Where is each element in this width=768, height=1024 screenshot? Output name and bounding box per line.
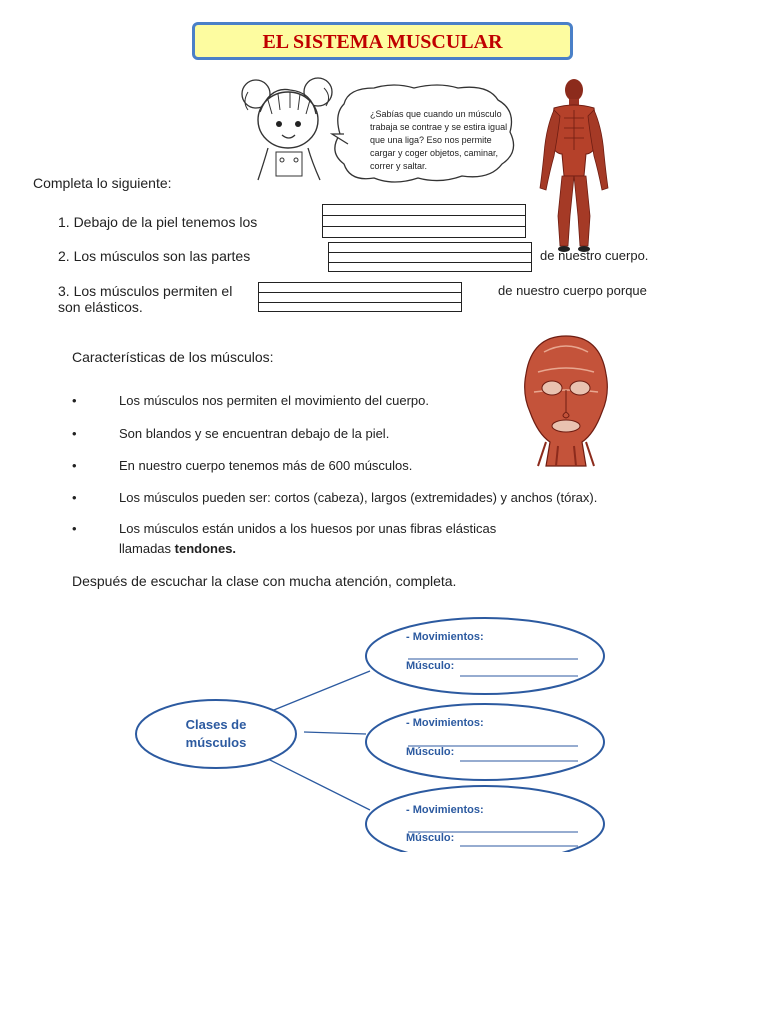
girl-illustration: [238, 72, 338, 184]
bullet-3: •: [72, 458, 77, 473]
characteristic-4: Los músculos pueden ser: cortos (cabeza), largos (extremidades) y anchos (tórax).: [119, 490, 598, 505]
center-label-line-2: músculos: [185, 735, 247, 750]
class-oval-1: [366, 618, 604, 694]
tendons-term: tendones.: [174, 541, 237, 556]
connector-line-middle: [304, 732, 366, 734]
muscle-body-illustration: [536, 76, 612, 254]
oval-1-movements-label: - Movimientos:: [406, 631, 484, 643]
answer-field-2[interactable]: [328, 242, 532, 272]
oval-1-muscle-label: Músculo:: [406, 660, 455, 672]
oval-3-movements-label: - Movimientos:: [406, 804, 484, 816]
page-title: EL SISTEMA MUSCULAR: [262, 31, 503, 53]
question-2-end: de nuestro cuerpo.: [540, 248, 649, 263]
oval-2-muscle-label: Músculo:: [406, 746, 455, 758]
question-2: 2. Los músculos son las partes: [58, 248, 251, 264]
instruction-text: Después de escuchar la clase con mucha atención, completa.: [72, 573, 457, 589]
bullet-5: •: [72, 521, 77, 536]
speech-bubble-text: ¿Sabías que cuando un músculo trabaja se contrae y se estira igual que una liga? Eso nos permite cargar y coger objetos, caminar, correr y saltar.: [370, 109, 508, 171]
answer-field-1[interactable]: [322, 204, 526, 238]
bullet-2: •: [72, 426, 77, 441]
bullet-4: •: [72, 490, 77, 505]
oval-3-muscle-label: Músculo:: [406, 832, 455, 844]
characteristic-1: Los músculos nos permiten el movimiento del cuerpo.: [119, 393, 429, 408]
oval-2-movements-label: - Movimientos:: [406, 717, 484, 729]
class-oval-2: [366, 704, 604, 780]
center-oval-label: [156, 716, 276, 752]
question-1: 1. Debajo de la piel tenemos los: [58, 214, 258, 230]
center-label-line-1: Clases de: [185, 717, 247, 732]
bullet-1: •: [72, 393, 77, 408]
question-3: 3. Los músculos permiten el: [58, 283, 233, 299]
answer-field-3[interactable]: [258, 282, 462, 312]
question-3-continuation: son elásticos.: [58, 299, 143, 315]
characteristics-heading: Características de los músculos:: [72, 349, 274, 365]
face-muscles-illustration: [514, 332, 618, 468]
connector-line-bottom: [264, 757, 370, 810]
class-oval-3: [366, 786, 604, 852]
tendons-prefix: llamadas: [119, 541, 175, 556]
characteristic-3: En nuestro cuerpo tenemos más de 600 músculos.: [119, 458, 413, 473]
characteristic-5: Los músculos están unidos a los huesos por unas fibras elásticas: [119, 521, 497, 536]
characteristic-5-continuation: [119, 541, 236, 556]
title-box: [192, 22, 573, 60]
intro-text: Completa lo siguiente:: [33, 175, 172, 191]
connector-line-top: [264, 671, 370, 714]
characteristic-2: Son blandos y se encuentran debajo de la piel.: [119, 426, 390, 441]
question-3-end: de nuestro cuerpo porque: [498, 283, 647, 298]
